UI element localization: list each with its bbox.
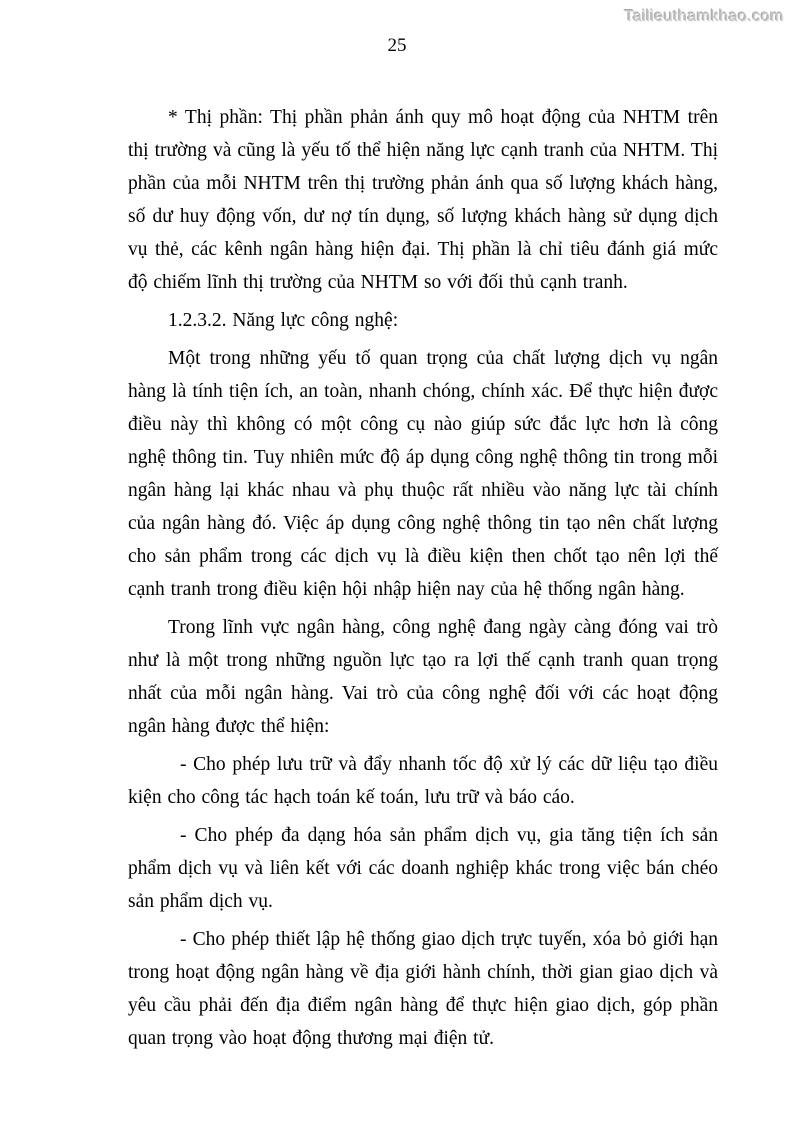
bullet-giao-dich-truc-tuyen: - Cho phép thiết lập hệ thống giao dịch trực tuyến, xóa bỏ giới hạn trong hoạt động ngân hàng về địa giới hành chính, thời gian giao dịch và yêu cầu phải đến địa điểm ngân hàng để thực hiện giao dịch, góp phần quan trọng vào hoạt động thương mại điện tử.: [128, 929, 718, 1049]
watermark: Tailieuthamkhao.com: [624, 8, 784, 25]
bullet-da-dang-hoa-san-pham: - Cho phép đa dạng hóa sản phẩm dịch vụ, gia tăng tiện ích sản phẩm dịch vụ và liên kết với các doanh nghiệp khác trong việc bán chéo sản phẩm dịch vụ.: [128, 825, 718, 912]
paragraph-vai-tro-cong-nghe: Trong lĩnh vực ngân hàng, công nghệ đang ngày càng đóng vai trò như là một trong những nguồn lực tạo ra lợi thế cạnh tranh quan trọng nhất của mỗi ngân hàng. Vai trò của công nghệ đối với các hoạt động ngân hàng được thể hiện:: [128, 617, 718, 737]
paragraph-thi-phan: * Thị phần: Thị phần phản ánh quy mô hoạt động của NHTM trên thị trường và cũng là yếu tố thể hiện năng lực cạnh tranh của NHTM. Thị phần của mỗi NHTM trên thị trường phản ánh qua số lượng khách hàng, số dư huy động vốn, dư nợ tín dụng, số lượng khách hàng sử dụng dịch vụ thẻ, các kênh ngân hàng hiện đại. Thị phần là chỉ tiêu đánh giá mức độ chiếm lĩnh thị trường của NHTM so với đối thủ cạnh tranh.: [128, 107, 718, 293]
paragraph-cong-nghe-thong-tin: Một trong những yếu tố quan trọng của chất lượng dịch vụ ngân hàng là tính tiện ích, an toàn, nhanh chóng, chính xác. Để thực hiện được điều này thì không có một công cụ nào giúp sức đắc lực hơn là công nghệ thông tin. Tuy nhiên mức độ áp dụng công nghệ thông tin trong mỗi ngân hàng lại khác nhau và phụ thuộc rất nhiều vào năng lực tài chính của ngân hàng đó. Việc áp dụng công nghệ thông tin tạo nên chất lượng cho sản phẩm trong các dịch vụ là điều kiện then chốt tạo nên lợi thế cạnh tranh trong điều kiện hội nhập hiện nay của hệ thống ngân hàng.: [128, 348, 718, 600]
bullet-luu-tru-du-lieu: - Cho phép lưu trữ và đẩy nhanh tốc độ xử lý các dữ liệu tạo điều kiện cho công tác hạch toán kế toán, lưu trữ và báo cáo.: [128, 754, 718, 808]
section-heading-nang-luc-cong-nghe: 1.2.3.2. Năng lực công nghệ:: [168, 310, 399, 331]
page-number: 25: [387, 35, 407, 56]
page-content: [128, 101, 718, 1060]
